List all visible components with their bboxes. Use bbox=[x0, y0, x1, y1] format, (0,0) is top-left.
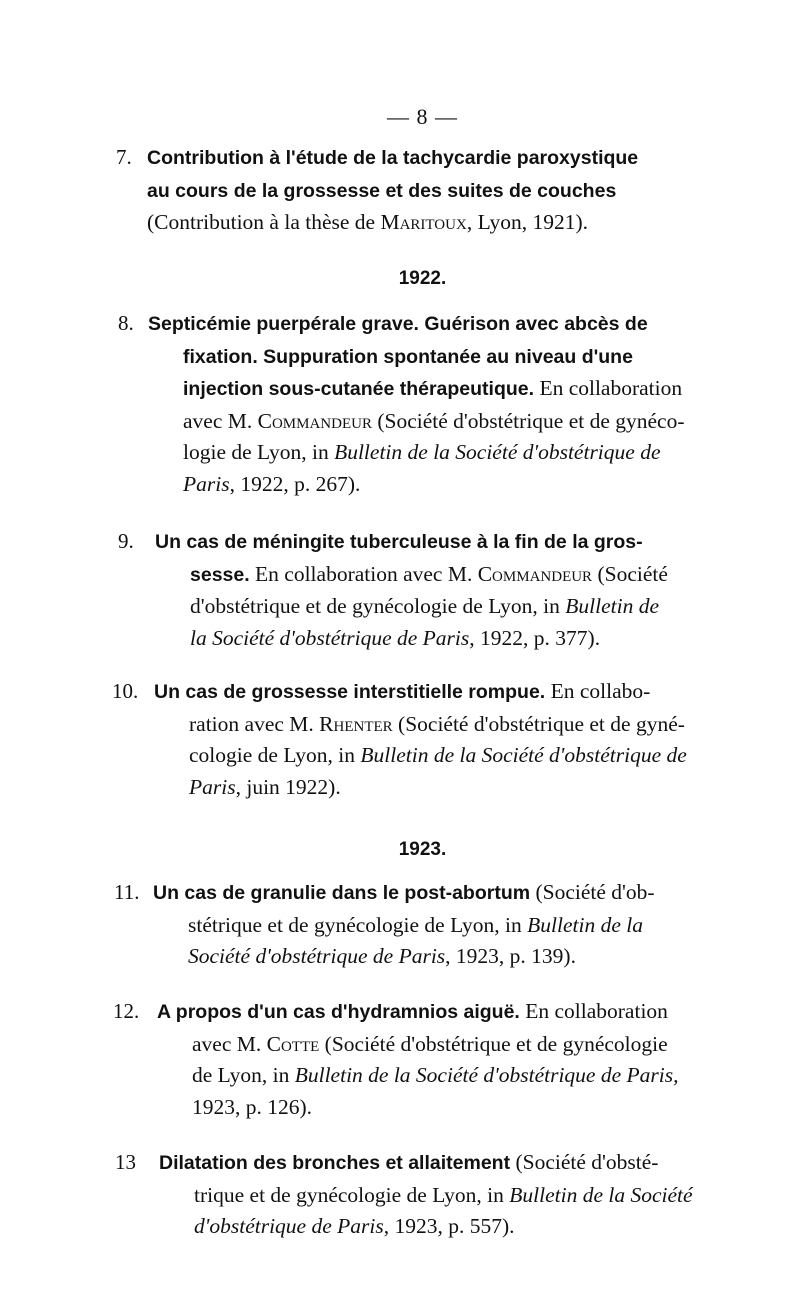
author-name-text: Rhenter bbox=[319, 711, 393, 736]
bibliography-entry-7 bbox=[116, 142, 731, 239]
entry-line bbox=[155, 559, 735, 592]
entry-line bbox=[157, 1029, 742, 1061]
entry-line bbox=[157, 996, 742, 1029]
bibliography-entry-9 bbox=[118, 526, 735, 654]
journal-title-text: Paris bbox=[189, 774, 236, 799]
entry-title-text: Un cas de grossesse interstitielle rompue. bbox=[154, 681, 546, 703]
entry-number: 11. bbox=[114, 880, 140, 904]
entry-plain-text: (Société d'obstétrique et de gynéco- bbox=[371, 408, 685, 433]
entry-line bbox=[159, 1211, 744, 1243]
entry-plain-text: En collaboration bbox=[534, 376, 683, 400]
entry-plain-text: (Société d'obstétrique et de gyné- bbox=[392, 711, 685, 736]
journal-title-text: Bulletin de la Société bbox=[509, 1182, 693, 1207]
entry-number: 13 bbox=[115, 1150, 136, 1174]
entry-line bbox=[154, 772, 736, 804]
journal-title-text: Société d'obstétrique de Paris bbox=[188, 944, 446, 968]
entry-line bbox=[155, 591, 735, 623]
entry-plain-text: , 1922, p. 377). bbox=[469, 625, 601, 650]
entry-title-text: fixation. Suppuration spontanée au niveau d'une bbox=[183, 345, 633, 368]
entry-plain-text: stétrique et de gynécologie de Lyon, in bbox=[188, 912, 528, 937]
entry-plain-text: , Lyon, 1921). bbox=[466, 210, 589, 234]
entry-line bbox=[153, 910, 739, 942]
bibliography-entry-11 bbox=[114, 877, 739, 973]
entry-title-text: Contribution à l'étude de la tachycardie paroxystique bbox=[147, 147, 639, 169]
entry-line bbox=[153, 877, 739, 910]
entry-plain-text: En collaboration bbox=[519, 999, 668, 1023]
entry-plain-text: En collaboration avec M. bbox=[249, 561, 478, 586]
entry-text bbox=[148, 308, 732, 500]
entry-title-text: Dilatation des bronches et allaitement bbox=[159, 1152, 511, 1174]
journal-title-text: Bulletin de la bbox=[527, 912, 643, 937]
entry-line bbox=[157, 1060, 742, 1092]
entry-line bbox=[147, 207, 731, 239]
entry-plain-text: cologie de Lyon, in bbox=[189, 743, 361, 767]
entry-plain-text: (Société d'ob- bbox=[530, 880, 655, 904]
entry-line bbox=[159, 1180, 744, 1212]
entry-text bbox=[159, 1147, 744, 1243]
entry-plain-text: , juin 1922). bbox=[235, 774, 341, 799]
entry-number: 9. bbox=[118, 529, 134, 553]
entry-plain-text: , 1923, p. 139). bbox=[445, 944, 576, 968]
entry-number: 8. bbox=[118, 311, 134, 335]
bibliography-entry-12 bbox=[113, 996, 742, 1123]
bibliography-entry-10 bbox=[112, 676, 736, 803]
entry-plain-text: avec M. bbox=[183, 408, 258, 433]
journal-title-text: Bulletin de la Société d'obstétrique de bbox=[334, 440, 661, 464]
entry-line bbox=[148, 308, 732, 341]
entry-title-text: Septicémie puerpérale grave. Guérison avec abcès de bbox=[148, 313, 648, 335]
entry-title-text: sesse. bbox=[190, 563, 250, 586]
entry-line bbox=[148, 341, 732, 374]
entry-plain-text: d'obstétrique et de gynécologie de Lyon, in bbox=[190, 594, 566, 618]
page-number: — 8 — bbox=[387, 104, 458, 129]
entry-line bbox=[148, 373, 732, 406]
author-name-text: Cotte bbox=[266, 1031, 320, 1056]
entry-plain-text: , 1923, p. 557). bbox=[383, 1214, 515, 1238]
entry-line bbox=[148, 437, 732, 469]
entry-text bbox=[154, 676, 736, 803]
entry-plain-text: , 1922, p. 267). bbox=[229, 471, 361, 496]
journal-title-text: Bulletin de la Société d'obstétrique de bbox=[360, 743, 687, 767]
entry-line bbox=[155, 623, 735, 655]
entry-plain-text: 1923, p. 126). bbox=[192, 1094, 313, 1119]
entry-plain-text: ration avec M. bbox=[189, 711, 320, 736]
author-name-text: Commandeur bbox=[257, 408, 372, 433]
author-name-text: Maritoux bbox=[380, 210, 467, 234]
year-heading-1923: 1923. bbox=[398, 839, 447, 860]
entry-title-text: Un cas de granulie dans le post-abortum bbox=[153, 882, 531, 904]
entry-line bbox=[155, 526, 735, 559]
entry-text bbox=[155, 526, 735, 654]
journal-title-text: la Société d'obstétrique de Paris bbox=[190, 625, 470, 650]
journal-title-text: d'obstétrique de Paris bbox=[194, 1214, 384, 1238]
entry-number: 7. bbox=[116, 145, 132, 169]
entry-title-text: injection sous-cutanée thérapeutique. bbox=[183, 378, 535, 400]
entry-plain-text: En collabo- bbox=[545, 679, 651, 703]
entry-number: 10. bbox=[112, 679, 139, 703]
journal-title-text: Bulletin de la Société d'obstétrique de Paris, bbox=[294, 1063, 679, 1087]
entry-line bbox=[148, 469, 732, 501]
entry-line bbox=[148, 406, 732, 438]
entry-title-text: A propos d'un cas d'hydramnios aiguë. bbox=[157, 1001, 520, 1023]
entry-line bbox=[159, 1147, 744, 1180]
entry-line bbox=[147, 175, 731, 208]
entry-text bbox=[147, 142, 731, 239]
journal-title-text: Bulletin de bbox=[565, 594, 660, 618]
bibliography-entry-13 bbox=[115, 1147, 744, 1243]
entry-plain-text: de Lyon, in bbox=[192, 1063, 295, 1087]
bibliography-entry-8 bbox=[118, 308, 732, 500]
entry-line bbox=[153, 941, 739, 973]
entry-line bbox=[154, 740, 736, 772]
entry-text bbox=[157, 996, 742, 1123]
entry-line bbox=[154, 709, 736, 741]
entry-number: 12. bbox=[113, 999, 140, 1023]
entry-plain-text: avec M. bbox=[192, 1031, 267, 1056]
entry-line bbox=[147, 142, 731, 175]
entry-title-text: au cours de la grossesse et des suites de couches bbox=[147, 179, 617, 202]
entry-plain-text: trique et de gynécologie de Lyon, in bbox=[194, 1182, 510, 1207]
entry-plain-text: (Société d'obsté- bbox=[510, 1150, 659, 1174]
journal-title-text: Paris bbox=[183, 471, 230, 496]
year-heading-1922: 1922. bbox=[398, 268, 447, 289]
entry-line bbox=[154, 676, 736, 709]
entry-plain-text: (Société d'obstétrique et de gynécologie bbox=[319, 1031, 668, 1056]
entry-line bbox=[157, 1092, 742, 1124]
author-name-text: Commandeur bbox=[477, 561, 593, 586]
entry-text bbox=[153, 877, 739, 973]
entry-plain-text: (Société bbox=[592, 561, 668, 586]
entry-plain-text: logie de Lyon, in bbox=[183, 440, 335, 464]
entry-plain-text: (Contribution à la thèse de bbox=[147, 210, 381, 234]
entry-title-text: Un cas de méningite tuberculeuse à la fin de la gros- bbox=[155, 531, 643, 553]
